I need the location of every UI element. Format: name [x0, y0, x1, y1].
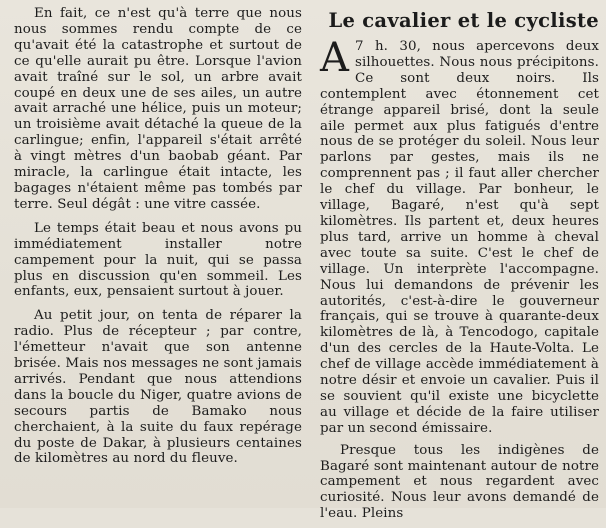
right-paragraph-1-text: 7 h. 30, nous apercevons deux silhouettes. Nous nous précipitons. Ce sont deux noirs. Ils contemplent avec étonnement cet étrange appareil brisé, dont la seule aile permet aux plus fatigués d'entre nous de se protéger du soleil. Nous leur parlons par gestes, mais ils ne comprennent pas ; il faut aller chercher le chef du village. Par bonheur, le village, Bagaré, n'est qu'à sept kilomètres. Ils partent et, deux heures plus tard, arrive un homme à cheval avec toute sa suite. C'est le chef de village. Un interprète l'accompagne. Nous lui demandons de prévenir les autorités, c'est-à-dire le gouverneur français, qui se trouve à quarante-deux kilomètres de là, à Tencodogo, capitale d'un des cercles de la Haute-Volta. Le chef de village accède immédiatement à notre désir et envoie un cavalier. Puis il se souvient qu'il existe une bicyclette au village et décide de la faire utiliser par un second émissaire.	[320, 39, 599, 436]
right-paragraph-2: Presque tous les indigènes de Bagaré sont maintenant autour de notre campement et nous regardent avec curiosité. Nous leur avons demandé de l'eau. Pleins	[320, 442, 599, 522]
right-paragraph-1	[320, 35, 599, 437]
left-paragraph-3: Au petit jour, on tenta de réparer la radio. Plus de récepteur ; par contre, l'émetteur n'avait que son antenne brisée. Mais nos messages ne sont jamais arrivés. Pendant que nous attendions dans la boucle du Niger, quatre avions de secours partis de Bamako nous cherchaient, à la suite du faux repérage du poste de Dakar, à plusieurs centaines de kilomètres au nord du fleuve.	[14, 308, 302, 467]
left-paragraph-2: Le temps était beau et nous avons pu immédiatement installer notre campement pour la nuit, qui se passa plus en discussion qu'en sommeil. Les enfants, eux, pensaient surtout à jouer.	[14, 220, 302, 300]
left-paragraph-1: En fait, ce n'est qu'à terre que nous nous sommes rendu compte de ce qu'avait été la catastrophe et surtout de ce qu'elle aurait pu être. Lorsque l'avion avait traîné sur le sol, un arbre avait coupé en deux une de ses ailes, un autre avait arraché une hélice, puis un moteur; un troisième avait détaché la queue de la carlingue; enfin, l'appareil s'était arrêté à vingt mètres d'un baobab géant. Par miracle, la carlingue était intacte, les bagages n'étaient même pas tombés par terre. Seul dégât : une vitre cassée.	[14, 6, 302, 212]
section-title: Le cavalier et le cycliste	[328, 9, 599, 32]
right-column	[320, 9, 599, 528]
left-column	[14, 6, 302, 467]
drop-cap: A	[320, 35, 349, 81]
